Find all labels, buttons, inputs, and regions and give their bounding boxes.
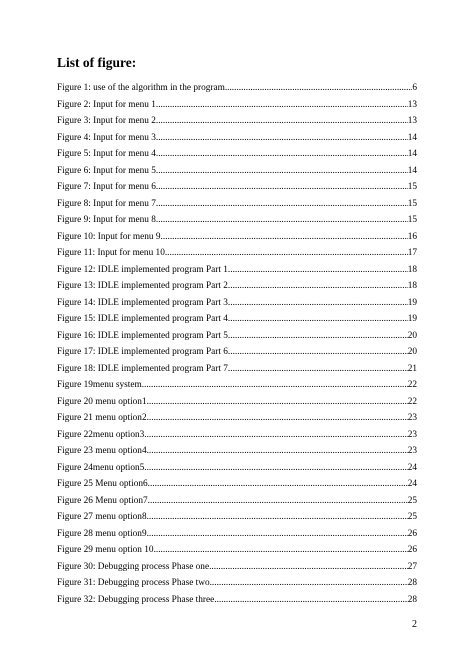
figure-entry-label: Figure 3: Input for menu 2 <box>57 116 156 126</box>
figure-entry-page-number: 18 <box>407 264 417 275</box>
figure-entry-page-number: 22 <box>407 396 417 407</box>
figure-list-entry[interactable] <box>57 542 417 559</box>
figure-entry-label: Figure 15: IDLE implemented program Part 4 <box>57 314 228 324</box>
dot-leader <box>156 179 408 196</box>
figure-list <box>57 80 417 608</box>
figure-entry-label: Figure 6: Input for menu 5 <box>57 165 156 176</box>
figure-entry-label: Figure 10: Input for menu 9 <box>57 231 161 242</box>
figure-entry-label: Figure 28 menu option9 <box>57 528 147 539</box>
figure-entry-page-number: 13 <box>407 99 417 110</box>
dot-leader <box>144 460 407 477</box>
dot-leader <box>156 97 408 114</box>
dot-leader <box>147 443 408 460</box>
figure-list-entry[interactable] <box>57 229 417 246</box>
figure-entry-label: Figure 30: Debugging process Phase one <box>57 561 210 572</box>
figure-entry-page-number: 6 <box>412 83 417 93</box>
figure-list-entry[interactable] <box>57 443 417 460</box>
figure-entry-label: Figure 25 Menu option6 <box>57 479 148 489</box>
figure-entry-page-number: 20 <box>407 347 417 357</box>
figure-entry-page-number: 24 <box>407 479 417 489</box>
figure-list-entry[interactable] <box>57 493 417 510</box>
figure-list-entry[interactable] <box>57 262 417 279</box>
figure-entry-label: Figure 21 menu option2 <box>57 413 147 423</box>
figure-entry-page-number: 19 <box>407 297 417 308</box>
figure-entry-label: Figure 27 menu option8 <box>57 512 147 522</box>
figure-entry-page-number: 26 <box>407 545 417 555</box>
dot-leader <box>228 361 408 378</box>
figure-entry-label: Figure 7: Input for menu 6 <box>57 182 156 192</box>
figure-entry-label: Figure 31: Debugging process Phase two <box>57 578 210 588</box>
dot-leader <box>147 526 408 543</box>
dot-leader <box>156 163 408 180</box>
figure-entry-label: Figure 4: Input for menu 3 <box>57 132 156 143</box>
dot-leader <box>144 427 407 444</box>
dot-leader <box>228 328 408 345</box>
figure-list-entry[interactable] <box>57 410 417 427</box>
figure-list-entry[interactable] <box>57 97 417 114</box>
dot-leader <box>156 113 408 130</box>
figure-entry-page-number: 23 <box>407 413 417 423</box>
dot-leader <box>148 476 408 493</box>
figure-entry-label: Figure 13: IDLE implemented program Part 2 <box>57 281 228 291</box>
figure-list-entry[interactable] <box>57 80 417 97</box>
figure-entry-label: Figure 29 menu option 10 <box>57 545 154 555</box>
figure-list-entry[interactable] <box>57 278 417 295</box>
figure-entry-page-number: 17 <box>407 248 417 258</box>
figure-entry-label: Figure 16: IDLE implemented program Part 5 <box>57 330 228 341</box>
dot-leader <box>147 394 408 411</box>
figure-list-entry[interactable] <box>57 146 417 163</box>
figure-entry-page-number: 15 <box>407 182 417 192</box>
figure-list-entry[interactable] <box>57 377 417 394</box>
figure-entry-label: Figure 14: IDLE implemented program Part 3 <box>57 297 228 308</box>
figure-entry-label: Figure 2: Input for menu 1 <box>57 99 156 110</box>
list-of-figures-heading: List of figure: <box>57 55 137 70</box>
figure-entry-label: Figure 12: IDLE implemented program Part 1 <box>57 264 228 275</box>
dot-leader <box>142 377 408 394</box>
page-number: 2 <box>412 619 417 630</box>
figure-entry-label: Figure 5: Input for menu 4 <box>57 149 156 159</box>
figure-entry-page-number: 28 <box>407 578 417 588</box>
figure-entry-label: Figure 24menu option5 <box>57 462 145 473</box>
dot-leader <box>154 542 408 559</box>
figure-entry-page-number: 15 <box>407 198 417 209</box>
dot-leader <box>228 262 408 279</box>
dot-leader <box>209 559 408 576</box>
figure-list-entry[interactable] <box>57 179 417 196</box>
dot-leader <box>148 493 408 510</box>
figure-entry-page-number: 27 <box>407 561 417 572</box>
figure-entry-label: Figure 19menu system <box>57 380 142 390</box>
dot-leader <box>147 509 408 526</box>
figure-entry-page-number: 22 <box>407 380 417 390</box>
dot-leader <box>147 410 408 427</box>
figure-entry-page-number: 26 <box>407 528 417 539</box>
figure-list-entry[interactable] <box>57 394 417 411</box>
figure-entry-page-number: 18 <box>407 281 417 291</box>
dot-leader <box>156 146 408 163</box>
figure-entry-label: Figure 26 Menu option7 <box>57 495 148 506</box>
figure-entry-label: Figure 32: Debugging process Phase three <box>57 594 215 605</box>
dot-leader <box>214 592 407 609</box>
figure-entry-page-number: 14 <box>407 165 417 176</box>
dot-leader <box>165 245 408 262</box>
figure-list-entry[interactable] <box>57 344 417 361</box>
figure-entry-label: Figure 18: IDLE implemented program Part 7 <box>57 363 228 374</box>
figure-list-entry[interactable] <box>57 361 417 378</box>
figure-entry-label: Figure 23 menu option4 <box>57 446 147 456</box>
figure-entry-page-number: 23 <box>407 446 417 456</box>
figure-list-entry[interactable] <box>57 130 417 147</box>
figure-entry-page-number: 21 <box>407 363 417 374</box>
dot-leader <box>210 575 408 592</box>
dot-leader <box>225 80 413 97</box>
figure-entry-page-number: 15 <box>407 215 417 225</box>
figure-list-entry[interactable] <box>57 196 417 213</box>
figure-list-entry[interactable] <box>57 113 417 130</box>
figure-list-entry[interactable] <box>57 328 417 345</box>
dot-leader <box>156 130 408 147</box>
dot-leader <box>156 212 408 229</box>
figure-list-entry[interactable] <box>57 476 417 493</box>
figure-entry-label: Figure 17: IDLE implemented program Part 6 <box>57 347 228 357</box>
figure-list-entry[interactable] <box>57 559 417 576</box>
figure-entry-page-number: 16 <box>407 231 417 242</box>
figure-entry-page-number: 23 <box>407 429 417 440</box>
figure-list-entry[interactable] <box>57 592 417 609</box>
figure-entry-label: Figure 9: Input for menu 8 <box>57 215 156 225</box>
figure-list-entry[interactable] <box>57 163 417 180</box>
figure-list-entry[interactable] <box>57 245 417 262</box>
figure-entry-page-number: 20 <box>407 330 417 341</box>
figure-entry-label: Figure 1: use of the algorithm in the program <box>57 83 225 93</box>
figure-entry-page-number: 24 <box>407 462 417 473</box>
dot-leader <box>228 295 408 312</box>
figure-entry-page-number: 14 <box>407 132 417 143</box>
figure-list-entry[interactable] <box>57 526 417 543</box>
figure-entry-label: Figure 8: Input for menu 7 <box>57 198 156 209</box>
figure-entry-label: Figure 11: Input for menu 10 <box>57 248 165 258</box>
figure-entry-page-number: 19 <box>407 314 417 324</box>
figure-list-entry[interactable] <box>57 427 417 444</box>
figure-list-entry[interactable] <box>57 460 417 477</box>
dot-leader <box>156 196 408 213</box>
figure-entry-page-number: 13 <box>407 116 417 126</box>
figure-list-entry[interactable] <box>57 311 417 328</box>
dot-leader <box>161 229 408 246</box>
figure-list-entry[interactable] <box>57 575 417 592</box>
dot-leader <box>228 278 408 295</box>
figure-entry-page-number: 14 <box>407 149 417 159</box>
figure-entry-label: Figure 20 menu option1 <box>57 396 147 407</box>
dot-leader <box>228 311 408 328</box>
figure-list-entry[interactable] <box>57 212 417 229</box>
figure-entry-page-number: 25 <box>407 512 417 522</box>
figure-entry-page-number: 28 <box>407 594 417 605</box>
figure-list-entry[interactable] <box>57 509 417 526</box>
figure-list-entry[interactable] <box>57 295 417 312</box>
dot-leader <box>228 344 408 361</box>
figure-entry-page-number: 25 <box>407 495 417 506</box>
figure-entry-label: Figure 22menu option3 <box>57 429 145 440</box>
